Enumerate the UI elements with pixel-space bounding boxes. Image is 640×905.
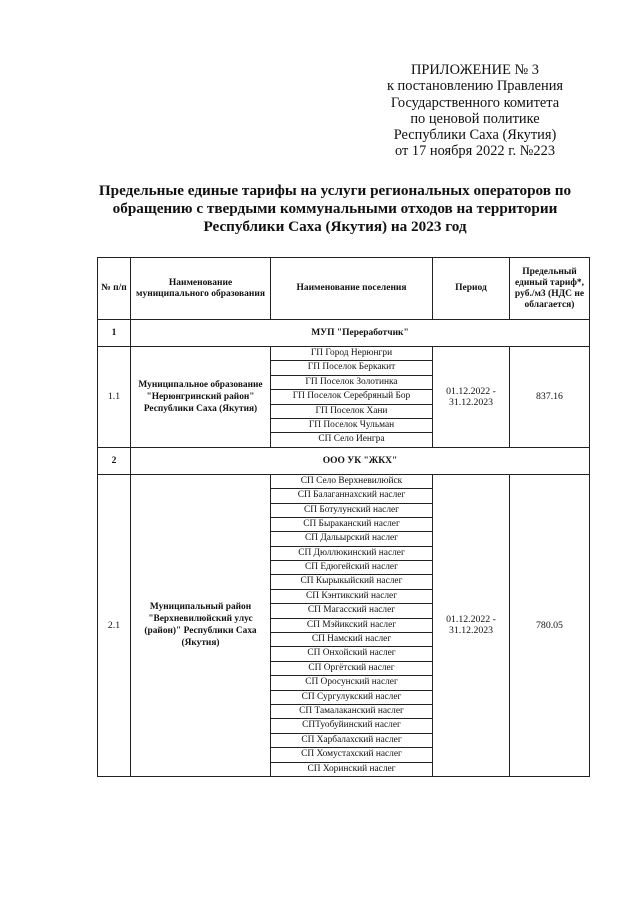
list-item: СП Кэнтикский наслег xyxy=(271,590,432,604)
list-item: ГП Город Нерюнгри xyxy=(271,347,432,361)
header-number: № п/п xyxy=(98,258,131,320)
list-item: ГП Поселок Чульман xyxy=(271,419,432,433)
operator-number: 2 xyxy=(98,447,131,474)
operator-name: ООО УК "ЖКХ" xyxy=(131,447,590,474)
appendix-date: от 17 ноября 2022 г. №223 xyxy=(394,143,556,160)
list-item: СП Кырыкыйский наслег xyxy=(271,575,432,589)
appendix-ref-line: к постановлению Правления xyxy=(386,78,564,95)
list-item: СП Харбалахский наслег xyxy=(271,734,432,748)
operator-name: МУП "Переработчик" xyxy=(131,320,590,347)
list-item: СПТуобуйинский наслег xyxy=(271,719,432,733)
title-line: Предельные единые тарифы на услуги региональных операторов по xyxy=(98,182,572,199)
list-item: ГП Поселок Золотинка xyxy=(271,376,432,390)
list-item: СП Мэйикский наслег xyxy=(271,619,432,633)
tariff-value: 837.16 xyxy=(510,347,590,448)
appendix-header xyxy=(360,62,590,160)
title-line: Республики Саха (Якутия) на 2023 год xyxy=(203,218,467,235)
list-item: СП Село Иенгра xyxy=(318,434,385,445)
document-title xyxy=(80,182,590,236)
header-tariff: Предельный единый тариф*, руб./м3 (НДС не облагается) xyxy=(510,258,590,320)
list-item: ГП Поселок Хани xyxy=(271,405,432,419)
period-value: 01.12.2022 - 31.12.2023 xyxy=(433,474,510,776)
municipality-name: Муниципальный район "Верхневилюйский улус (район)" Республики Саха (Якутия) xyxy=(131,474,271,776)
list-item: СП Магасский наслег xyxy=(271,604,432,618)
list-item: СП Дальырский наслег xyxy=(271,532,432,546)
list-item: СП Ботулунский наслег xyxy=(271,504,432,518)
list-item: ГП Поселок Серебряный Бор xyxy=(271,390,432,404)
list-item: СП Дюллюкинский наслег xyxy=(271,547,432,561)
list-item: СП Балаганнахский наслег xyxy=(271,489,432,503)
tariff-value: 780.05 xyxy=(510,474,590,776)
list-item: СП Хоринский наслег xyxy=(307,763,396,774)
appendix-ref-line: Государственного комитета xyxy=(390,94,560,111)
municipality-name: Муниципальное образование "Нерюнгринский район" Республики Саха (Якутия) xyxy=(131,347,271,448)
header-municipality: Наименование муниципального образования xyxy=(131,258,271,320)
table-row xyxy=(98,474,590,776)
table-header-row xyxy=(98,258,590,320)
list-item: СП Онхойский наслег xyxy=(271,647,432,661)
appendix-ref-line: Республики Саха (Якутия) xyxy=(393,127,557,144)
list-item: СП Быраканский наслег xyxy=(271,518,432,532)
list-item: СП Хомустахский наслег xyxy=(271,748,432,762)
list-item: СП Село Верхневилюйск xyxy=(271,475,432,489)
list-item: СП Оросунский наслег xyxy=(271,676,432,690)
period-value: 01.12.2022 - 31.12.2023 xyxy=(433,347,510,448)
appendix-number: ПРИЛОЖЕНИЕ № 3 xyxy=(411,62,539,78)
table-row xyxy=(98,347,590,448)
list-item: СП Намский наслег xyxy=(271,633,432,647)
settlement-list xyxy=(271,347,433,448)
list-item: СП Сургулукский наслег xyxy=(271,691,432,705)
list-item: СП Оргётский наслег xyxy=(271,662,432,676)
operator-row xyxy=(98,447,590,474)
settlement-list xyxy=(271,474,433,776)
operator-row xyxy=(98,320,590,347)
row-number: 1.1 xyxy=(98,347,131,448)
list-item: СП Едюгейский наслег xyxy=(271,561,432,575)
title-line: обращению с твердыми коммунальными отходов на территории xyxy=(112,200,558,217)
list-item: СП Тамалаканский наслег xyxy=(271,705,432,719)
operator-number: 1 xyxy=(98,320,131,347)
header-settlement: Наименование поселения xyxy=(271,258,433,320)
tariff-table xyxy=(97,257,590,777)
row-number: 2.1 xyxy=(98,474,131,776)
header-period: Период xyxy=(433,258,510,320)
list-item: ГП Поселок Беркакит xyxy=(271,361,432,375)
appendix-ref-line: по ценовой политике xyxy=(410,110,540,127)
